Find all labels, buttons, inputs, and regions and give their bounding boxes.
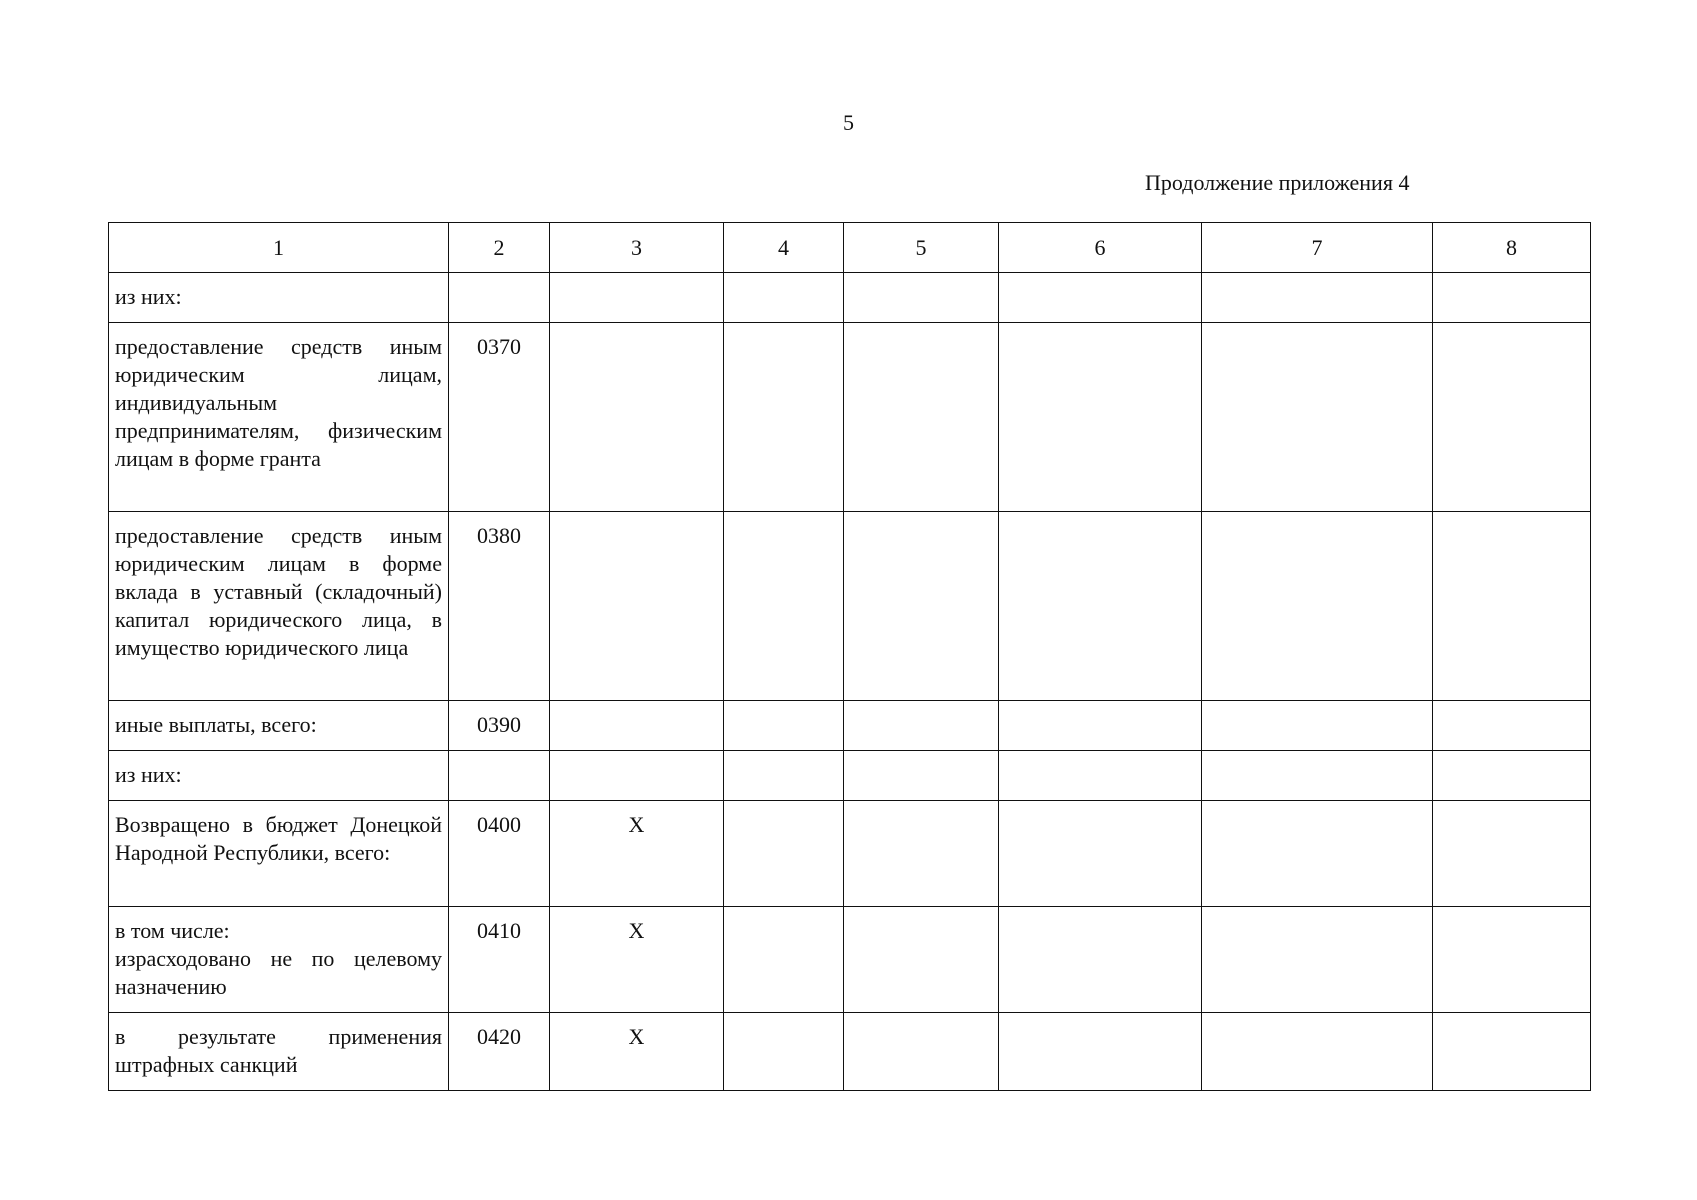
cell-col-3 [550, 751, 724, 801]
cell-col-6 [999, 751, 1202, 801]
cell-col-3 [550, 323, 724, 512]
cell-col-6 [999, 323, 1202, 512]
row-code: 0400 [449, 801, 550, 907]
cell-col-8 [1433, 907, 1591, 1013]
cell-col-3: X [550, 1013, 724, 1091]
header-cell-8: 8 [1433, 223, 1591, 273]
cell-col-7 [1202, 801, 1433, 907]
row-code: 0420 [449, 1013, 550, 1091]
row-label: из них: [109, 273, 449, 323]
header-cell-1: 1 [109, 223, 449, 273]
header-cell-3: 3 [550, 223, 724, 273]
row-code: 0380 [449, 512, 550, 701]
row-label: иные выплаты, всего: [109, 701, 449, 751]
cell-col-5 [844, 1013, 999, 1091]
cell-col-8 [1433, 701, 1591, 751]
cell-col-3 [550, 273, 724, 323]
cell-col-4 [724, 273, 844, 323]
cell-col-8 [1433, 512, 1591, 701]
row-code: 0390 [449, 701, 550, 751]
cell-col-8 [1433, 1013, 1591, 1091]
cell-col-5 [844, 801, 999, 907]
table-row [109, 801, 1591, 907]
cell-col-3: X [550, 907, 724, 1013]
cell-col-7 [1202, 1013, 1433, 1091]
table-row [109, 751, 1591, 801]
cell-col-5 [844, 512, 999, 701]
cell-col-8 [1433, 751, 1591, 801]
cell-col-3 [550, 512, 724, 701]
header-cell-5: 5 [844, 223, 999, 273]
cell-col-7 [1202, 907, 1433, 1013]
row-label: израсходовано не по целевому назначению [115, 946, 442, 999]
cell-col-6 [999, 512, 1202, 701]
appendix-continuation-note: Продолжение приложения 4 [1145, 170, 1410, 195]
table-row [109, 1013, 1591, 1091]
cell-col-5 [844, 323, 999, 512]
row-label-intro: в том числе: [115, 918, 230, 943]
header-cell-6: 6 [999, 223, 1202, 273]
cell-col-3: X [550, 801, 724, 907]
cell-col-4 [724, 907, 844, 1013]
row-label: предоставление средств иным юридическим лицам в форме вклада в уставный (складочный) капитал юридического лица, в имущество юридического лица [109, 512, 449, 701]
table-row [109, 907, 1591, 1013]
cell-col-5 [844, 701, 999, 751]
cell-col-4 [724, 1013, 844, 1091]
page-number: 5 [843, 110, 854, 135]
cell-col-8 [1433, 323, 1591, 512]
cell-col-8 [1433, 273, 1591, 323]
cell-col-6 [999, 1013, 1202, 1091]
cell-col-5 [844, 907, 999, 1013]
row-code: 0370 [449, 323, 550, 512]
table-row [109, 701, 1591, 751]
row-label: предоставление средств иным юридическим лицам, индивидуальным предпринимателям, физическим лицам в форме гранта [109, 323, 449, 512]
cell-col-7 [1202, 751, 1433, 801]
header-cell-4: 4 [724, 223, 844, 273]
cell-col-3 [550, 701, 724, 751]
cell-col-4 [724, 512, 844, 701]
row-label: в результате применения штрафных санкций [109, 1013, 449, 1091]
cell-col-7 [1202, 512, 1433, 701]
cell-col-5 [844, 751, 999, 801]
cell-col-4 [724, 323, 844, 512]
cell-col-4 [724, 701, 844, 751]
cell-col-8 [1433, 801, 1591, 907]
table-row [109, 323, 1591, 512]
row-label-group [109, 907, 449, 1013]
header-cell-2: 2 [449, 223, 550, 273]
cell-col-6 [999, 701, 1202, 751]
cell-col-7 [1202, 273, 1433, 323]
cell-col-7 [1202, 701, 1433, 751]
cell-col-5 [844, 273, 999, 323]
row-code [449, 273, 550, 323]
table-row [109, 512, 1591, 701]
cell-col-6 [999, 907, 1202, 1013]
cell-col-7 [1202, 323, 1433, 512]
cell-col-4 [724, 801, 844, 907]
cell-col-4 [724, 751, 844, 801]
table-header-row [109, 223, 1591, 273]
row-code: 0410 [449, 907, 550, 1013]
row-label: Возвращено в бюджет Донецкой Народной Республики, всего: [109, 801, 449, 907]
row-label: из них: [109, 751, 449, 801]
cell-col-6 [999, 801, 1202, 907]
row-code [449, 751, 550, 801]
header-cell-7: 7 [1202, 223, 1433, 273]
cell-col-6 [999, 273, 1202, 323]
table-row [109, 273, 1591, 323]
report-table [108, 222, 1591, 1091]
